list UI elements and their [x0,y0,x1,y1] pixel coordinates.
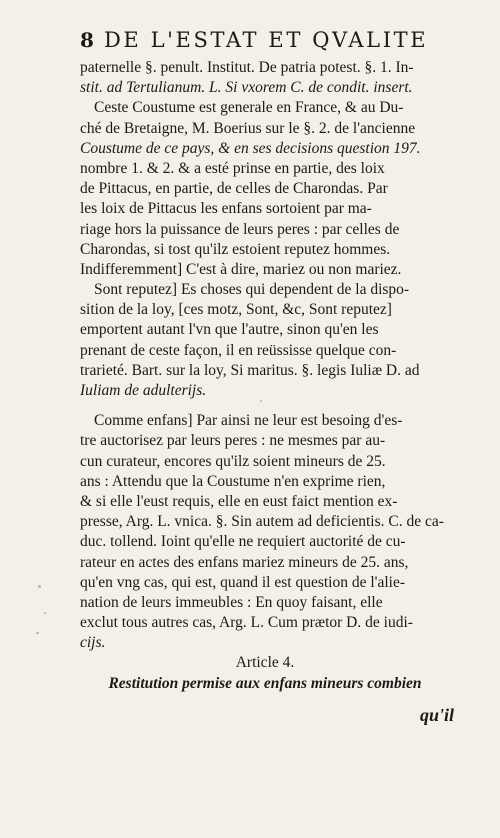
text-line: duc. tollend. Ioint qu'elle ne requiert auctorité de cu- [80,533,406,551]
text-line: Iuliam de adulterijs. [80,382,207,399]
text-line: presse, Arg. L. vnica. §. Sin autem ad deficientis. C. de ca- [80,513,444,531]
body-text [80,58,450,694]
page-header [0,0,500,58]
section-heading: Restitution permise aux enfans mineurs combien [108,674,422,692]
speck [44,612,46,614]
text-line: stit. ad Tertulianum. L. Si vxorem C. de condit. insert. [80,79,413,97]
text-line: ans : Attendu que la Coustume n'en exprime rien, [80,472,386,490]
text-line: qu'en vng cas, qui est, quand il est question de l'alie- [80,573,405,591]
catchword: qu'il [420,705,455,725]
running-head: DE L'ESTAT ET QVALITE [104,28,429,52]
text-line: & si elle l'eust requis, elle en eust faict mention ex- [80,492,398,510]
text-line: riage hors la puissance de leurs peres : par celles de [80,220,400,238]
article-heading: Article 4. [235,654,295,672]
text-line: ché de Bretaigne, M. Boerius sur le §. 2. de l'ancienne [80,119,416,137]
speck [36,632,39,634]
text-line: cijs. [80,634,106,652]
paragraph-gap [80,401,450,411]
text-line: Charondas, si tost qu'ilz estoient reputez hommes. [80,240,391,258]
text-line: cun curateur, encores qu'ilz soient mineurs de 25. [80,452,386,470]
text-line: nombre 1. & 2. & a esté prinse en partie, des loix [80,159,385,177]
text-line: nation de leurs immeubles : En quoy faisant, elle [80,593,383,611]
page-number: 8 [80,28,94,52]
text-line: Ceste Coustume est generale en France, & au Du- [94,99,404,117]
text-line: les loix de Pittacus les enfans sortoient par ma- [80,200,372,218]
text-line: prenant de ceste façon, il en reüssisse quelque con- [80,341,397,359]
text-line: emportent autant l'vn que l'autre, sinon qu'en les [80,321,379,339]
text-line: paternelle §. penult. Institut. De patria potest. §. 1. In- [80,59,414,76]
speck [38,585,41,588]
text-line: rateur en actes des enfans mariez mineurs de 25. ans, [80,553,409,571]
text-line: sition de la loy, [ces motz, Sont, &c, Sont reputez] [80,301,392,319]
speck [260,400,262,402]
text-line: de Pittacus, en partie, de celles de Charondas. Par [80,180,388,198]
text-line: tre auctorisez par leurs peres : ne mesmes par au- [80,432,386,450]
text-line: Sont reputez] Es choses qui dependent de la dispo- [94,281,410,299]
text-line: Coustume de ce pays, & en ses decisions question 197. [80,139,421,157]
text-line: exclut tous autres cas, Arg. L. Cum prætor D. de iudi- [80,614,413,632]
text-line: trarieté. Bart. sur la loy, Si maritus. §. legis Iuliæ D. ad [80,361,420,379]
text-line: Indifferemment] C'est à dire, mariez ou non mariez. [80,260,402,278]
text-line: Comme enfans] Par ainsi ne leur est besoing d'es- [94,412,403,430]
